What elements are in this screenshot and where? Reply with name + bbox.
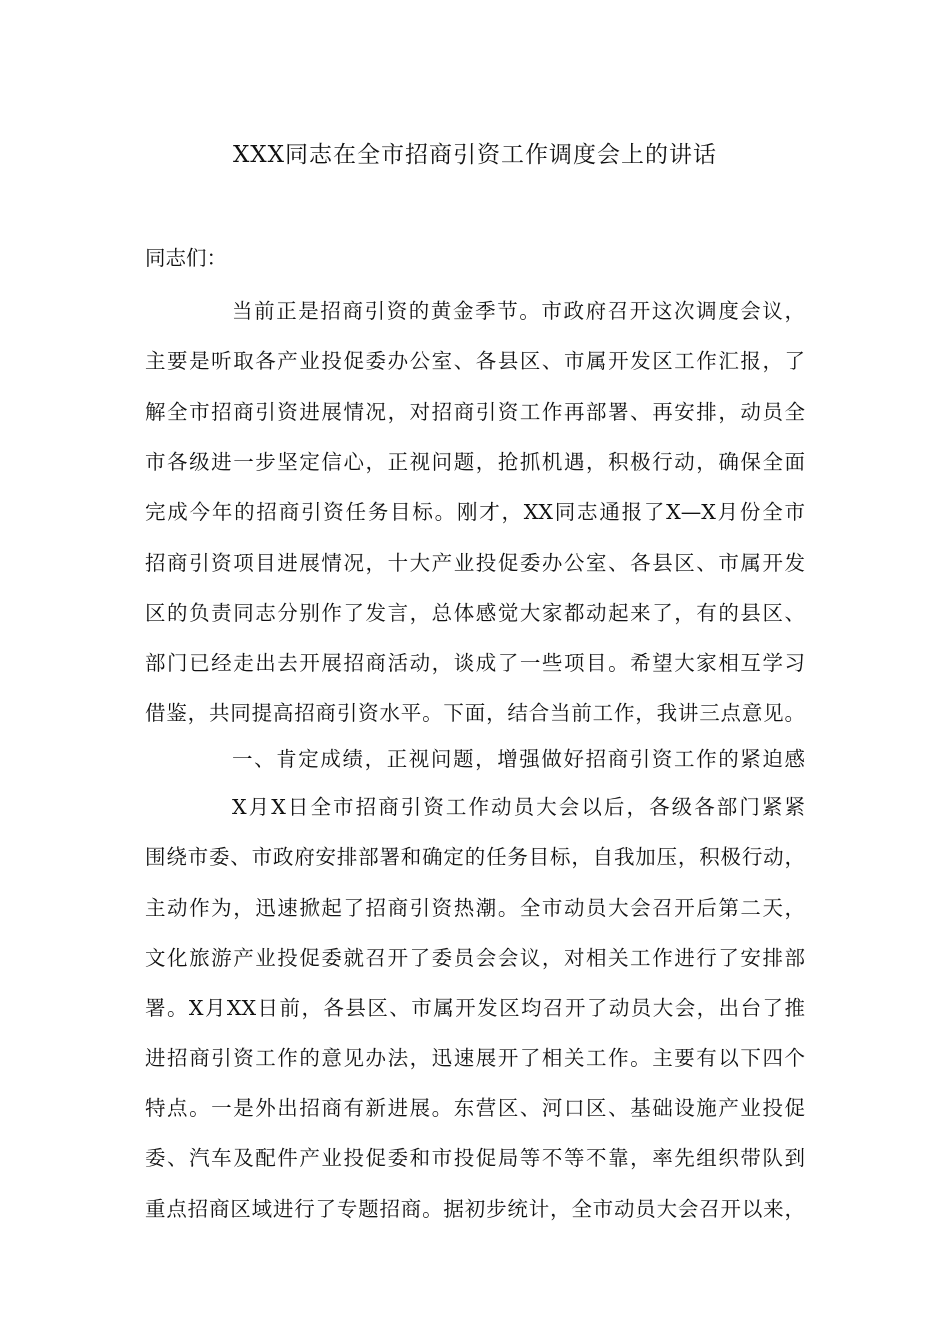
paragraph-line: 重点招商区域进行了专题招商。据初步统计，全市动员大会召开以来， — [145, 1197, 805, 1221]
document-title: XXX同志在全市招商引资工作调度会上的讲话 — [232, 142, 718, 168]
paragraph-line: 委、汽车及配件产业投促委和市投促局等不等不靠，率先组织带队到 — [145, 1146, 805, 1170]
paragraph-line: 完成今年的招商引资任务目标。刚才，XX同志通报了X—X月份全市 — [145, 500, 805, 524]
paragraph-line: 主要是听取各产业投促委办公室、各县区、市属开发区工作汇报，了 — [145, 349, 805, 373]
paragraph-line: 进招商引资工作的意见办法，迅速展开了相关工作。主要有以下四个 — [145, 1046, 805, 1070]
paragraph-line: 特点。一是外出招商有新进展。东营区、河口区、基础设施产业投促 — [145, 1096, 805, 1120]
paragraph-line: 主动作为，迅速掀起了招商引资热潮。全市动员大会召开后第二天， — [145, 896, 805, 920]
paragraph-line: 当前正是招商引资的黄金季节。市政府召开这次调度会议， — [232, 299, 805, 323]
paragraph-line: 借鉴，共同提高招商引资水平。下面，结合当前工作，我讲三点意见。 — [145, 701, 805, 725]
paragraph-line: 围绕市委、市政府安排部署和确定的任务目标，自我加压，积极行动， — [145, 845, 805, 869]
paragraph-line: 招商引资项目进展情况，十大产业投促委办公室、各县区、市属开发 — [145, 551, 805, 575]
section-heading: 一、肯定成绩，正视问题，增强做好招商引资工作的紧迫感 — [232, 747, 805, 771]
paragraph-line: 部门已经走出去开展招商活动，谈成了一些项目。希望大家相互学习 — [145, 651, 805, 675]
paragraph-line: X月X日全市招商引资工作动员大会以后，各级各部门紧紧 — [232, 795, 805, 819]
salutation: 同志们： — [145, 246, 227, 270]
paragraph-line: 区的负责同志分别作了发言，总体感觉大家都动起来了，有的县区、 — [145, 601, 805, 625]
paragraph-line: 市各级进一步坚定信心，正视问题，抢抓机遇，积极行动，确保全面 — [145, 450, 805, 474]
paragraph-line: 文化旅游产业投促委就召开了委员会会议，对相关工作进行了安排部 — [145, 946, 805, 970]
paragraph-line: 解全市招商引资进展情况，对招商引资工作再部署、再安排，动员全 — [145, 400, 805, 424]
paragraph-line: 署。X月XX日前，各县区、市属开发区均召开了动员大会，出台了推 — [145, 996, 805, 1020]
